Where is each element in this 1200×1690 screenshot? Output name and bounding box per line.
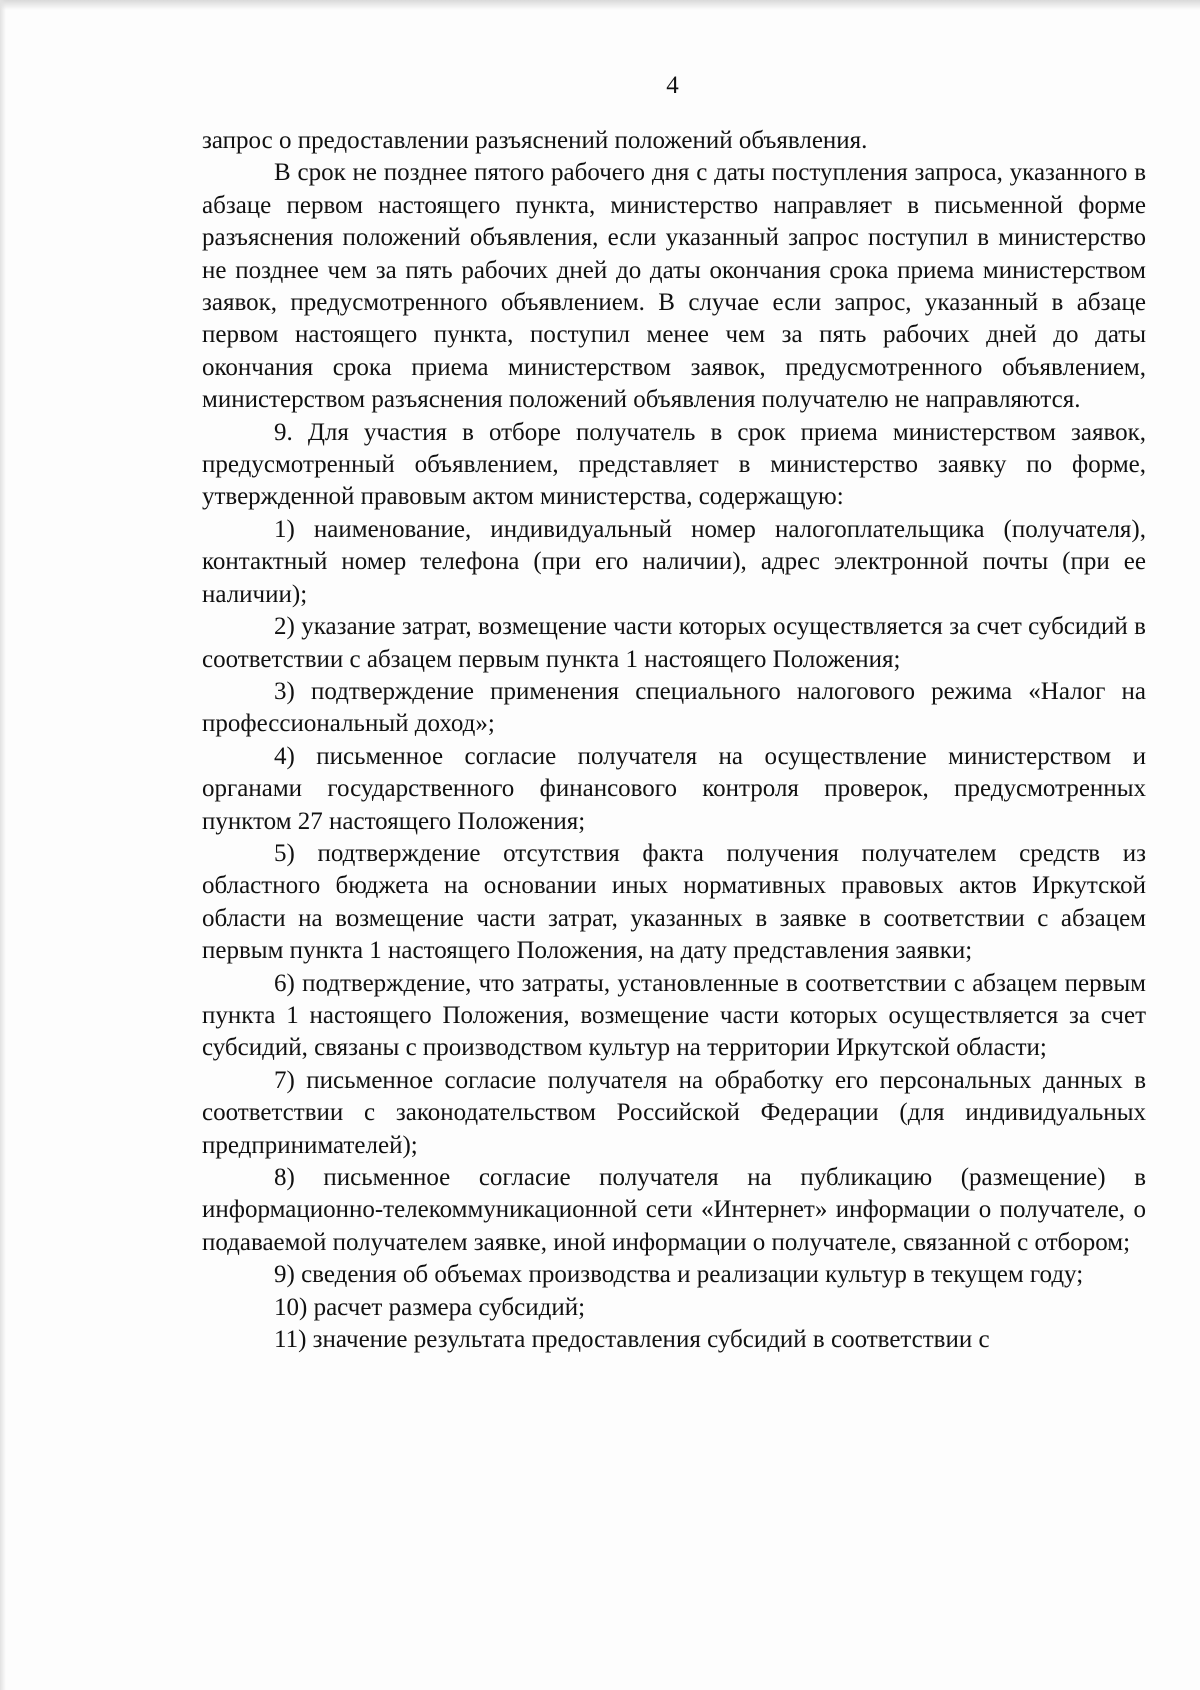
scan-edge-left [0, 0, 6, 1690]
list-item-10: 10) расчет размера субсидий; [274, 1293, 586, 1321]
list-item-9: 9) сведения об объемах производства и реализации культур в текущем году; [274, 1261, 1084, 1289]
document-body [202, 125, 1146, 1356]
paragraph-continuation: запрос о предоставлении разъяснений положений объявления. [202, 127, 868, 154]
paragraph-item-9: 9. Для участия в отборе получатель в срок приема министерством заявок, предусмотренный объявлением, представляет в министерство заявку по форме, утвержденной правовым актом министерства, содержащую: [202, 418, 1146, 511]
list-item-6: 6) подтверждение, что затраты, установленные в соответствии с абзацем первым пункта 1 настоящего Положения, возмещение части которых осуществляется за счет субсидий, связаны с производством культур на территории Иркутской области; [202, 969, 1146, 1062]
paragraph-clarification-deadline: В срок не позднее пятого рабочего дня с даты поступления запроса, указанного в абзаце первом настоящего пункта, министерство направляет в письменной форме разъяснения положений объявления, если указанный запрос поступил в министерство не позднее чем за пять рабочих дней до даты окончания срока приема министерством заявок, предусмотренного объявлением. В случае если запрос, указанный в абзаце первом настоящего пункта, поступил менее чем за пять рабочих дней до даты окончания срока приема министерством заявок, предусмотренного объявлением, министерством разъяснения положений объявления получателю не направляются. [202, 159, 1146, 414]
page-number: 4 [666, 72, 679, 99]
list-item-5: 5) подтверждение отсутствия факта получения получателем средств из областного бюджета на основании иных нормативных правовых актов Иркутской области на возмещение части затрат, указанных в заявке в соответствии с абзацем первым пункта 1 настоящего Положения, на дату представления заявки; [202, 839, 1146, 965]
list-item-4: 4) письменное согласие получателя на осуществление министерством и органами государственного финансового контроля проверок, предусмотренных пунктом 27 настоящего Положения; [202, 742, 1146, 835]
list-item-8: 8) письменное согласие получателя на публикацию (размещение) в информационно-телекоммуникационной сети «Интернет» информации о получателе, о подаваемой получателем заявке, иной информации о получателе, связанной с отбором; [202, 1164, 1146, 1256]
list-item-11: 11) значение результата предоставления субсидий в соответствии с [274, 1326, 990, 1354]
list-item-3: 3) подтверждение применения специального налогового режима «Налог на профессиональный доход»; [202, 677, 1146, 738]
list-item-1: 1) наименование, индивидуальный номер налогоплательщика (получателя), контактный номер телефона (при его наличии), адрес электронной почты (при ее наличии); [202, 515, 1146, 608]
list-item-2: 2) указание затрат, возмещение части которых осуществляется за счет субсидий в соответствии с абзацем первым пункта 1 настоящего Положения; [202, 613, 1146, 673]
scan-edge-top [0, 0, 1200, 10]
list-item-7: 7) письменное согласие получателя на обработку его персональных данных в соответствии с законодательством Российской Федерации (для индивидуальных предпринимателей); [202, 1066, 1146, 1159]
